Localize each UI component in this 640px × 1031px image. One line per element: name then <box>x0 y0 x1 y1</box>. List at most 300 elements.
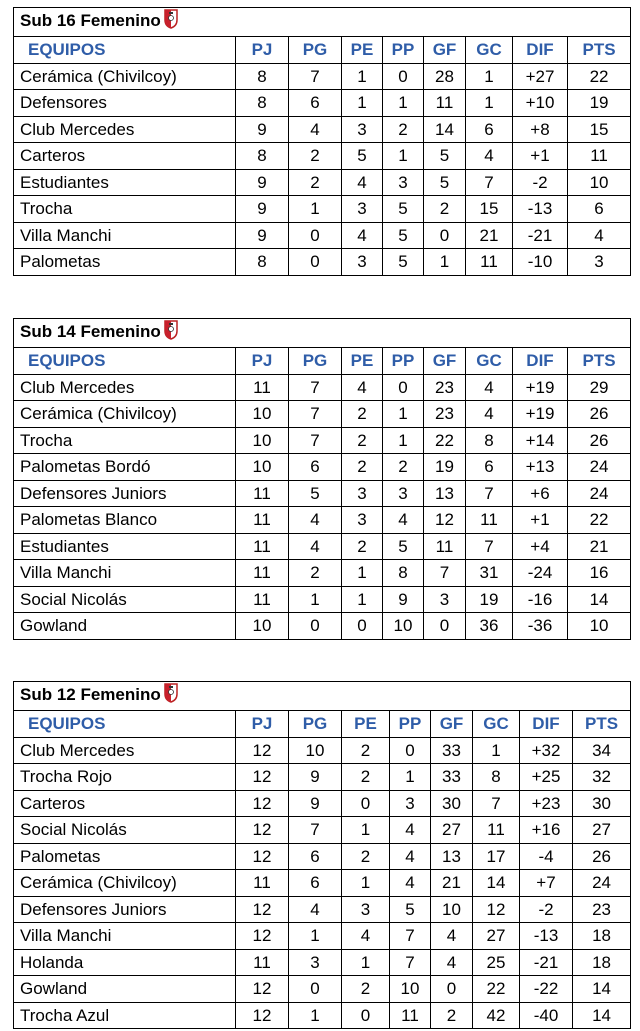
stat-cell-dif: +23 <box>520 790 573 817</box>
stat-cell-gc: 7 <box>466 169 513 196</box>
stat-cell-dif: -4 <box>520 843 573 870</box>
stat-cell-gc: 42 <box>473 1002 520 1029</box>
stat-cell-gc: 21 <box>466 222 513 249</box>
stat-cell-gf: 11 <box>424 90 466 117</box>
stat-cell-pp: 4 <box>390 870 431 897</box>
stat-cell-pts: 24 <box>573 870 631 897</box>
stat-cell-pts: 14 <box>573 1002 631 1029</box>
stat-cell-pp: 5 <box>383 222 424 249</box>
stat-cell-gf: 3 <box>424 586 466 613</box>
stat-cell-pts: 26 <box>568 401 631 428</box>
stat-cell-pj: 10 <box>236 454 289 481</box>
stat-cell-pj: 11 <box>236 870 289 897</box>
table-row <box>14 249 631 276</box>
stat-cell-gc: 14 <box>473 870 520 897</box>
column-header-gc: GC <box>466 37 513 64</box>
team-name-cell: Club Mercedes <box>14 116 236 143</box>
stat-cell-dif: +16 <box>520 817 573 844</box>
team-name-cell: Holanda <box>14 949 236 976</box>
stat-cell-pe: 4 <box>342 923 390 950</box>
stat-cell-pg: 4 <box>289 533 342 560</box>
stat-cell-pg: 0 <box>289 976 342 1003</box>
table-row <box>14 896 631 923</box>
club-shield-icon <box>164 683 178 710</box>
stat-cell-pj: 11 <box>236 560 289 587</box>
stat-cell-pe: 3 <box>342 896 390 923</box>
stat-cell-pts: 24 <box>568 480 631 507</box>
stat-cell-pe: 2 <box>342 454 383 481</box>
column-header-dif: DIF <box>513 37 568 64</box>
team-name-cell: Cerámica (Chivilcoy) <box>14 870 236 897</box>
stat-cell-pj: 8 <box>236 90 289 117</box>
stat-cell-pts: 10 <box>568 169 631 196</box>
stat-cell-pp: 9 <box>383 586 424 613</box>
stat-cell-pg: 1 <box>289 1002 342 1029</box>
stat-cell-gc: 12 <box>473 896 520 923</box>
stat-cell-gf: 5 <box>424 169 466 196</box>
stat-cell-pj: 9 <box>236 222 289 249</box>
column-header-pj: PJ <box>236 348 289 375</box>
stat-cell-pj: 11 <box>236 533 289 560</box>
stat-cell-pj: 12 <box>236 976 289 1003</box>
table-row <box>14 976 631 1003</box>
stat-cell-pg: 6 <box>289 870 342 897</box>
stat-cell-dif: +19 <box>513 401 568 428</box>
stat-cell-gf: 4 <box>431 949 473 976</box>
stat-cell-pe: 2 <box>342 764 390 791</box>
stat-cell-pj: 12 <box>236 896 289 923</box>
team-name-cell: Carteros <box>14 143 236 170</box>
team-name-cell: Gowland <box>14 613 236 640</box>
stat-cell-pts: 3 <box>568 249 631 276</box>
stat-cell-pp: 1 <box>383 90 424 117</box>
column-header-pp: PP <box>383 348 424 375</box>
stat-cell-pj: 11 <box>236 374 289 401</box>
team-name-cell: Cerámica (Chivilcoy) <box>14 401 236 428</box>
stat-cell-gf: 21 <box>431 870 473 897</box>
stat-cell-pj: 9 <box>236 196 289 223</box>
stat-cell-pg: 9 <box>289 764 342 791</box>
stat-cell-pg: 0 <box>289 222 342 249</box>
table-row <box>14 507 631 534</box>
stat-cell-pg: 9 <box>289 790 342 817</box>
stat-cell-gc: 25 <box>473 949 520 976</box>
column-header-pe: PE <box>342 711 390 738</box>
stat-cell-dif: +25 <box>520 764 573 791</box>
stat-cell-pg: 2 <box>289 560 342 587</box>
team-name-cell: Carteros <box>14 790 236 817</box>
table-title <box>14 682 631 711</box>
stat-cell-pts: 29 <box>568 374 631 401</box>
stat-cell-dif: +14 <box>513 427 568 454</box>
stat-cell-pj: 8 <box>236 143 289 170</box>
column-header-pe: PE <box>342 348 383 375</box>
stat-cell-gc: 19 <box>466 586 513 613</box>
stat-cell-dif: +6 <box>513 480 568 507</box>
column-header-pg: PG <box>289 37 342 64</box>
table-row <box>14 401 631 428</box>
stat-cell-pts: 27 <box>573 817 631 844</box>
stat-cell-pe: 2 <box>342 533 383 560</box>
team-name-cell: Villa Manchi <box>14 923 236 950</box>
stat-cell-gf: 12 <box>424 507 466 534</box>
stat-cell-pe: 1 <box>342 870 390 897</box>
stat-cell-pg: 6 <box>289 454 342 481</box>
stat-cell-dif: -13 <box>513 196 568 223</box>
stat-cell-gc: 27 <box>473 923 520 950</box>
stat-cell-pj: 10 <box>236 401 289 428</box>
stat-cell-pg: 0 <box>289 613 342 640</box>
stat-cell-gc: 1 <box>466 90 513 117</box>
stat-cell-dif: -13 <box>520 923 573 950</box>
stat-cell-pe: 3 <box>342 249 383 276</box>
stat-cell-pe: 2 <box>342 843 390 870</box>
header-row <box>14 348 631 375</box>
stat-cell-pg: 3 <box>289 949 342 976</box>
column-header-gf: GF <box>424 37 466 64</box>
stat-cell-gc: 7 <box>466 480 513 507</box>
club-shield-icon <box>164 320 178 347</box>
stat-cell-pts: 6 <box>568 196 631 223</box>
stat-cell-pj: 9 <box>236 116 289 143</box>
column-header-pp: PP <box>383 37 424 64</box>
stat-cell-pe: 1 <box>342 90 383 117</box>
table-row <box>14 143 631 170</box>
stat-cell-pp: 5 <box>390 896 431 923</box>
stat-cell-gf: 0 <box>424 613 466 640</box>
stat-cell-pp: 7 <box>390 949 431 976</box>
table-title-text: Sub 12 Femenino <box>20 685 161 704</box>
table-row <box>14 169 631 196</box>
stat-cell-pg: 1 <box>289 586 342 613</box>
stat-cell-gc: 11 <box>473 817 520 844</box>
stat-cell-gf: 2 <box>431 1002 473 1029</box>
stat-cell-pts: 4 <box>568 222 631 249</box>
stat-cell-pe: 1 <box>342 63 383 90</box>
stat-cell-gc: 22 <box>473 976 520 1003</box>
team-name-cell: Palometas <box>14 249 236 276</box>
stat-cell-dif: -2 <box>513 169 568 196</box>
stat-cell-pe: 5 <box>342 143 383 170</box>
stat-cell-gf: 19 <box>424 454 466 481</box>
table-row <box>14 817 631 844</box>
team-name-cell: Villa Manchi <box>14 222 236 249</box>
stat-cell-pp: 7 <box>390 923 431 950</box>
team-name-cell: Defensores <box>14 90 236 117</box>
column-header-pe: PE <box>342 37 383 64</box>
team-name-cell: Estudiantes <box>14 533 236 560</box>
stat-cell-gf: 5 <box>424 143 466 170</box>
stat-cell-pts: 19 <box>568 90 631 117</box>
column-header-pts: PTS <box>573 711 631 738</box>
stat-cell-pe: 4 <box>342 222 383 249</box>
stat-cell-pts: 16 <box>568 560 631 587</box>
stat-cell-gf: 33 <box>431 737 473 764</box>
stat-cell-pg: 4 <box>289 116 342 143</box>
stat-cell-gf: 23 <box>424 374 466 401</box>
stat-cell-pj: 12 <box>236 737 289 764</box>
stat-cell-gf: 11 <box>424 533 466 560</box>
stat-cell-dif: -10 <box>513 249 568 276</box>
stat-cell-gf: 4 <box>431 923 473 950</box>
column-header-dif: DIF <box>513 348 568 375</box>
stat-cell-gc: 31 <box>466 560 513 587</box>
stat-cell-pe: 0 <box>342 1002 390 1029</box>
stat-cell-pp: 4 <box>390 817 431 844</box>
stat-cell-gc: 4 <box>466 401 513 428</box>
column-header-pj: PJ <box>236 711 289 738</box>
stat-cell-pts: 21 <box>568 533 631 560</box>
stat-cell-pj: 10 <box>236 427 289 454</box>
column-header-pg: PG <box>289 348 342 375</box>
stat-cell-gf: 28 <box>424 63 466 90</box>
stat-cell-gf: 10 <box>431 896 473 923</box>
stat-cell-pe: 2 <box>342 401 383 428</box>
column-header-pj: PJ <box>236 37 289 64</box>
stat-cell-pp: 11 <box>390 1002 431 1029</box>
stat-cell-pts: 32 <box>573 764 631 791</box>
stat-cell-pp: 0 <box>383 374 424 401</box>
stat-cell-pp: 1 <box>383 401 424 428</box>
stat-cell-dif: -2 <box>520 896 573 923</box>
stat-cell-gc: 1 <box>473 737 520 764</box>
stat-cell-pg: 7 <box>289 374 342 401</box>
stat-cell-gf: 0 <box>424 222 466 249</box>
column-header-dif: DIF <box>520 711 573 738</box>
table-row <box>14 843 631 870</box>
stat-cell-gc: 6 <box>466 116 513 143</box>
stat-cell-pe: 1 <box>342 817 390 844</box>
table-row <box>14 427 631 454</box>
stat-cell-pj: 10 <box>236 613 289 640</box>
stat-cell-pg: 4 <box>289 896 342 923</box>
team-name-cell: Trocha <box>14 427 236 454</box>
table-row <box>14 737 631 764</box>
stat-cell-gc: 11 <box>466 507 513 534</box>
column-header-pts: PTS <box>568 37 631 64</box>
stat-cell-pg: 7 <box>289 817 342 844</box>
stat-cell-pts: 30 <box>573 790 631 817</box>
column-header-equipos: EQUIPOS <box>14 348 236 375</box>
table-row <box>14 923 631 950</box>
table-row <box>14 454 631 481</box>
stat-cell-pj: 12 <box>236 790 289 817</box>
stat-cell-pg: 1 <box>289 196 342 223</box>
stat-cell-gc: 36 <box>466 613 513 640</box>
stat-cell-gc: 6 <box>466 454 513 481</box>
stat-cell-pp: 5 <box>383 533 424 560</box>
stat-cell-pts: 22 <box>568 63 631 90</box>
column-header-pp: PP <box>390 711 431 738</box>
stat-cell-pts: 18 <box>573 923 631 950</box>
stat-cell-pg: 7 <box>289 401 342 428</box>
stat-cell-pg: 1 <box>289 923 342 950</box>
stat-cell-gf: 2 <box>424 196 466 223</box>
team-name-cell: Villa Manchi <box>14 560 236 587</box>
stat-cell-pts: 26 <box>568 427 631 454</box>
stat-cell-pp: 5 <box>383 249 424 276</box>
stat-cell-pts: 24 <box>568 454 631 481</box>
stat-cell-pj: 12 <box>236 923 289 950</box>
stat-cell-pe: 1 <box>342 560 383 587</box>
stat-cell-dif: +10 <box>513 90 568 117</box>
table-row <box>14 949 631 976</box>
stat-cell-gf: 33 <box>431 764 473 791</box>
column-header-equipos: EQUIPOS <box>14 37 236 64</box>
table-row <box>14 90 631 117</box>
stat-cell-pp: 5 <box>383 196 424 223</box>
stat-cell-dif: -24 <box>513 560 568 587</box>
stat-cell-pe: 3 <box>342 480 383 507</box>
table-row <box>14 870 631 897</box>
table-title <box>14 8 631 37</box>
stat-cell-pp: 1 <box>383 427 424 454</box>
stat-cell-pts: 10 <box>568 613 631 640</box>
team-name-cell: Trocha Azul <box>14 1002 236 1029</box>
stat-cell-pp: 10 <box>390 976 431 1003</box>
stat-cell-pg: 10 <box>289 737 342 764</box>
team-name-cell: Cerámica (Chivilcoy) <box>14 63 236 90</box>
stat-cell-gf: 22 <box>424 427 466 454</box>
stat-cell-dif: -40 <box>520 1002 573 1029</box>
stat-cell-pp: 3 <box>383 169 424 196</box>
column-header-gf: GF <box>431 711 473 738</box>
stat-cell-pp: 4 <box>383 507 424 534</box>
table-row <box>14 222 631 249</box>
stat-cell-gf: 1 <box>424 249 466 276</box>
stat-cell-pe: 2 <box>342 737 390 764</box>
stat-cell-pg: 7 <box>289 427 342 454</box>
stat-cell-gf: 30 <box>431 790 473 817</box>
table-row <box>14 374 631 401</box>
stat-cell-pj: 12 <box>236 1002 289 1029</box>
stat-cell-pj: 12 <box>236 817 289 844</box>
column-header-pts: PTS <box>568 348 631 375</box>
stat-cell-dif: -22 <box>520 976 573 1003</box>
stat-cell-gf: 13 <box>424 480 466 507</box>
stat-cell-dif: +4 <box>513 533 568 560</box>
team-name-cell: Trocha Rojo <box>14 764 236 791</box>
stat-cell-pe: 4 <box>342 169 383 196</box>
stat-cell-pg: 2 <box>289 143 342 170</box>
stat-cell-gc: 8 <box>473 764 520 791</box>
standings-table-sub12 <box>13 681 631 1029</box>
stat-cell-dif: +27 <box>513 63 568 90</box>
stat-cell-pe: 3 <box>342 196 383 223</box>
stat-cell-pj: 11 <box>236 507 289 534</box>
header-row <box>14 711 631 738</box>
stat-cell-pe: 2 <box>342 427 383 454</box>
table-title-text: Sub 16 Femenino <box>20 11 161 30</box>
stat-cell-dif: -16 <box>513 586 568 613</box>
stat-cell-gf: 14 <box>424 116 466 143</box>
stat-cell-dif: -21 <box>513 222 568 249</box>
stat-cell-pp: 4 <box>390 843 431 870</box>
standings-table-sub14 <box>13 318 631 640</box>
stat-cell-pts: 23 <box>573 896 631 923</box>
stat-cell-pj: 11 <box>236 586 289 613</box>
team-name-cell: Defensores Juniors <box>14 896 236 923</box>
table-row <box>14 613 631 640</box>
stat-cell-pp: 2 <box>383 116 424 143</box>
stat-cell-pe: 0 <box>342 613 383 640</box>
team-name-cell: Palometas Bordó <box>14 454 236 481</box>
team-name-cell: Social Nicolás <box>14 817 236 844</box>
stat-cell-dif: -36 <box>513 613 568 640</box>
stat-cell-pts: 14 <box>568 586 631 613</box>
table-row <box>14 560 631 587</box>
stat-cell-dif: -21 <box>520 949 573 976</box>
table-row <box>14 790 631 817</box>
stat-cell-pe: 2 <box>342 976 390 1003</box>
stat-cell-pts: 11 <box>568 143 631 170</box>
stat-cell-gc: 4 <box>466 143 513 170</box>
stat-cell-pg: 4 <box>289 507 342 534</box>
stat-cell-pe: 1 <box>342 949 390 976</box>
stat-cell-gc: 8 <box>466 427 513 454</box>
stat-cell-pe: 1 <box>342 586 383 613</box>
stat-cell-dif: +8 <box>513 116 568 143</box>
stat-cell-gf: 23 <box>424 401 466 428</box>
team-name-cell: Estudiantes <box>14 169 236 196</box>
stat-cell-pj: 8 <box>236 63 289 90</box>
stat-cell-pg: 0 <box>289 249 342 276</box>
stat-cell-pe: 3 <box>342 507 383 534</box>
stat-cell-gf: 27 <box>431 817 473 844</box>
stat-cell-pts: 22 <box>568 507 631 534</box>
table-title <box>14 319 631 348</box>
stat-cell-gf: 7 <box>424 560 466 587</box>
team-name-cell: Club Mercedes <box>14 374 236 401</box>
stat-cell-pj: 12 <box>236 843 289 870</box>
stat-cell-pp: 1 <box>390 764 431 791</box>
stat-cell-pg: 2 <box>289 169 342 196</box>
table-row <box>14 1002 631 1029</box>
club-shield-icon <box>164 9 178 36</box>
stat-cell-pj: 11 <box>236 949 289 976</box>
stat-cell-pe: 4 <box>342 374 383 401</box>
team-name-cell: Trocha <box>14 196 236 223</box>
stat-cell-pts: 18 <box>573 949 631 976</box>
stat-cell-pe: 0 <box>342 790 390 817</box>
stat-cell-pe: 3 <box>342 116 383 143</box>
stat-cell-pts: 14 <box>573 976 631 1003</box>
stat-cell-gc: 7 <box>473 790 520 817</box>
stat-cell-pts: 26 <box>573 843 631 870</box>
team-name-cell: Palometas Blanco <box>14 507 236 534</box>
table-row <box>14 586 631 613</box>
stat-cell-pg: 6 <box>289 843 342 870</box>
stat-cell-dif: +1 <box>513 143 568 170</box>
stat-cell-pj: 12 <box>236 764 289 791</box>
team-name-cell: Club Mercedes <box>14 737 236 764</box>
stat-cell-gf: 13 <box>431 843 473 870</box>
stat-cell-gc: 17 <box>473 843 520 870</box>
stat-cell-gc: 11 <box>466 249 513 276</box>
table-row <box>14 116 631 143</box>
standings-table-sub16 <box>13 7 631 276</box>
team-name-cell: Social Nicolás <box>14 586 236 613</box>
stat-cell-pp: 3 <box>383 480 424 507</box>
stat-cell-dif: +7 <box>520 870 573 897</box>
stat-cell-pg: 6 <box>289 90 342 117</box>
stat-cell-dif: +32 <box>520 737 573 764</box>
stat-cell-pj: 9 <box>236 169 289 196</box>
table-row <box>14 480 631 507</box>
column-header-gc: GC <box>466 348 513 375</box>
stat-cell-pp: 8 <box>383 560 424 587</box>
stat-cell-pg: 7 <box>289 63 342 90</box>
